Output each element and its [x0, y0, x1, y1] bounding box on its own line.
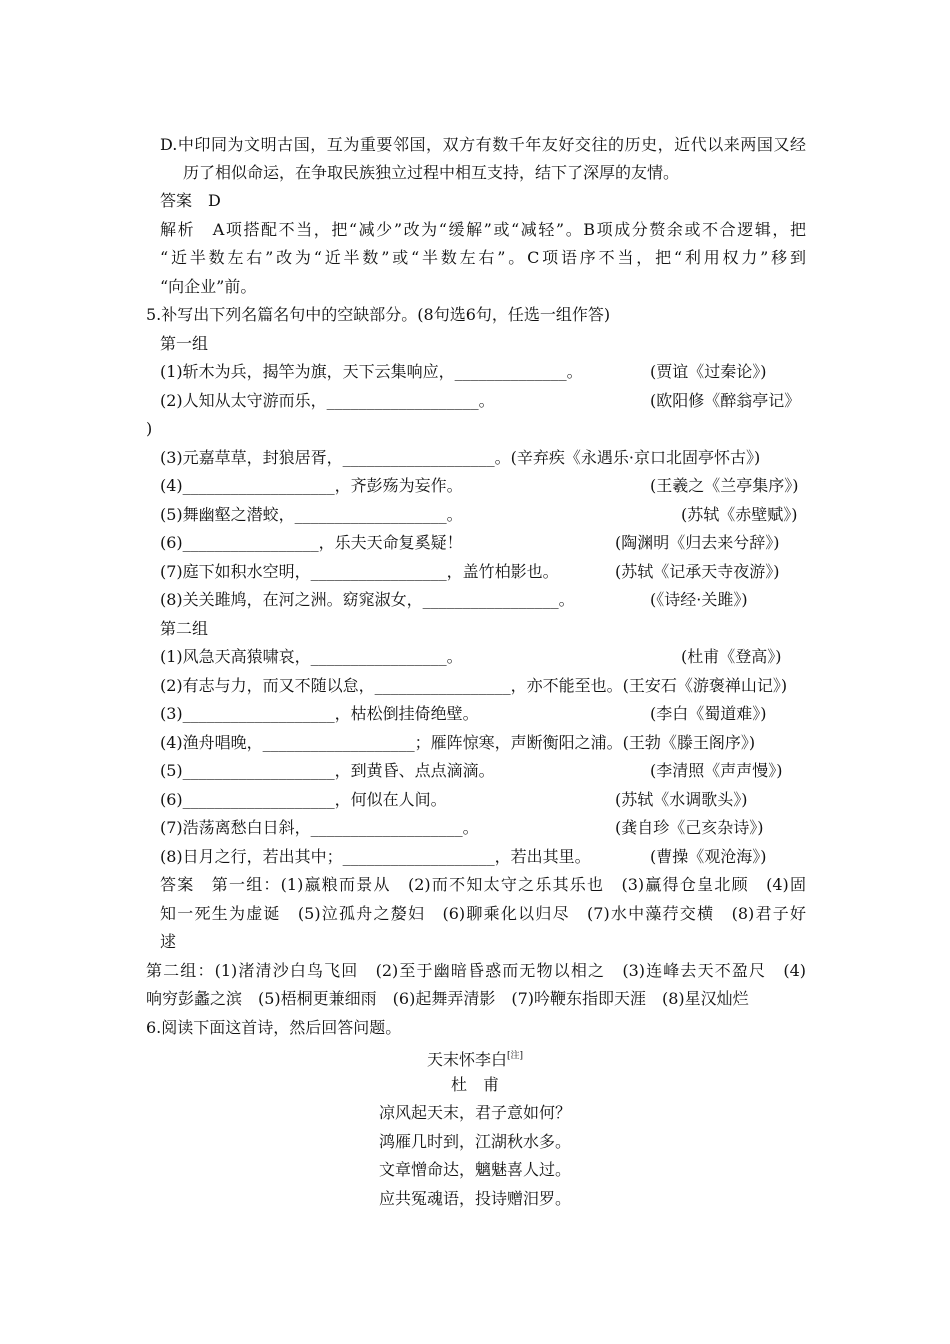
- q6-title: 6.阅读下面这首诗，然后回答问题。: [146, 1018, 402, 1037]
- g1-item-7-text: (7)庭下如积水空明，_________________，盖竹柏影也。: [160, 562, 559, 581]
- g1-item-2-source: (欧阳修《醉翁亭记》: [650, 391, 801, 410]
- poem-title-text: 天末怀李白: [426, 1050, 507, 1069]
- poem-note-marker: [注]: [506, 1051, 524, 1061]
- g1-item-2-text: (2)人知从太守游而乐，___________________。: [160, 391, 495, 410]
- g1-item-1-text: (1)斩木为兵，揭竿为旗，天下云集响应，______________。: [160, 362, 583, 381]
- q4-answer: 答案 D: [160, 191, 221, 210]
- q4-option-d-line1: D.中印同为文明古国，互为重要邻国，双方有数千年友好交往的历史，近代以来两国又经: [160, 135, 806, 154]
- g2-item-6-source: (苏轼《水调歌头》): [615, 790, 748, 809]
- g2-item-4-text: (4)渔舟唱晚，___________________；雁阵惊寒，声断衡阳之浦。(王勃《滕王阁序》): [160, 733, 756, 752]
- g2-item-8-source: (曹操《观沧海》): [650, 847, 767, 866]
- g2-item-7-source: (龚自珍《己亥杂诗》): [615, 818, 764, 837]
- q4-analysis-line1: 解析 A项搭配不当，把“减少”改为“缓解”或“减轻”。B项成分赘余或不合逻辑，把: [160, 220, 806, 239]
- poem-line-1: 凉风起天末，君子意如何？: [378, 1103, 571, 1122]
- q4-option-d-line2: 历了相似命运，在争取民族独立过程中相互支持，结下了深厚的友情。: [183, 163, 680, 182]
- g2-item-1-source: (杜甫《登高》): [681, 647, 782, 666]
- g2-item-6-text: (6)___________________，何似在人间。: [160, 790, 447, 809]
- g1-item-1-source: (贾谊《过秦论》): [650, 362, 767, 381]
- g1-item-6-source: (陶渊明《归去来兮辞》): [615, 533, 780, 552]
- g2-item-7-text: (7)浩荡离愁白日斜，___________________。: [160, 818, 479, 837]
- g2-item-3-text: (3)___________________，枯松倒挂倚绝壁。: [160, 704, 479, 723]
- g2-item-3-source: (李白《蜀道难》): [650, 704, 767, 723]
- q4-analysis-line2: “近半数左右”改为“近半数”或“半数左右”。C项语序不当，把“利用权力”移到: [160, 248, 806, 267]
- g2-item-5-source: (李清照《声声慢》): [650, 761, 783, 780]
- q5-answer-line4: 第二组：(1)渚清沙白鸟飞回 (2)至于幽暗昏惑而无物以相之 (3)连峰去天不盈尺 (4): [146, 961, 806, 980]
- g1-item-2-overflow: ): [146, 419, 153, 438]
- group1-title: 第一组: [160, 334, 209, 353]
- poem-title: [0, 1045, 950, 1071]
- g2-item-2-text: (2)有志与力，而又不随以怠，_________________，亦不能至也。(王安石《游褒禅山记》): [160, 676, 788, 695]
- g1-item-8-text: (8)关关雎鸠，在河之洲。窈窕淑女，_________________。: [160, 590, 575, 609]
- q5-answer-line1: 答案 第一组：(1)嬴粮而景从 (2)而不知太守之乐其乐也 (3)赢得仓皇北顾 (4)固: [160, 875, 806, 894]
- poem-author: 杜 甫: [450, 1075, 499, 1094]
- g2-item-5-text: (5)___________________，到黄昏、点点滴滴。: [160, 761, 495, 780]
- g1-item-5-text: (5)舞幽壑之潜蛟，___________________。: [160, 505, 463, 524]
- g1-item-8-source: (《诗经·关雎》): [650, 590, 748, 609]
- q5-answer-line5: 响穷彭蠡之滨 (5)梧桐更兼细雨 (6)起舞弄清影 (7)吟鞭东指即天涯 (8)星汉灿烂: [146, 989, 749, 1008]
- q4-analysis-line3: “向企业”前。: [160, 277, 257, 296]
- q5-answer-line3: 逑: [160, 932, 177, 951]
- g2-item-1-text: (1)风急天高猿啸哀，_________________。: [160, 647, 463, 666]
- q5-title: 5.补写出下列名篇名句中的空缺部分。(8句选6句，任选一组作答): [146, 305, 611, 324]
- g1-item-3-text: (3)元嘉草草，封狼居胥，___________________。(辛弃疾《永遇乐·京口北固亭怀古》): [160, 448, 761, 467]
- group2-title: 第二组: [160, 619, 209, 638]
- poem-line-4: 应共冤魂语，投诗赠汨罗。: [378, 1189, 571, 1208]
- poem-line-3: 文章憎命达，魑魅喜人过。: [378, 1160, 571, 1179]
- g1-item-5-source: (苏轼《赤壁赋》): [681, 505, 798, 524]
- g1-item-6-text: (6)_________________，乐夫天命复奚疑！: [160, 533, 463, 552]
- poem-line-2: 鸿雁几时到，江湖秋水多。: [378, 1132, 571, 1151]
- g1-item-7-source: (苏轼《记承天寺夜游》): [615, 562, 780, 581]
- q5-answer-line2: 知一死生为虚诞 (5)泣孤舟之嫠妇 (6)聊乘化以归尽 (7)水中藻荇交横 (8)君子好: [160, 904, 806, 923]
- g1-item-4-source: (王羲之《兰亭集序》): [650, 476, 799, 495]
- g1-item-4-text: (4)___________________，齐彭殇为妄作。: [160, 476, 463, 495]
- g2-item-8-text: (8)日月之行，若出其中；___________________，若出其里。: [160, 847, 591, 866]
